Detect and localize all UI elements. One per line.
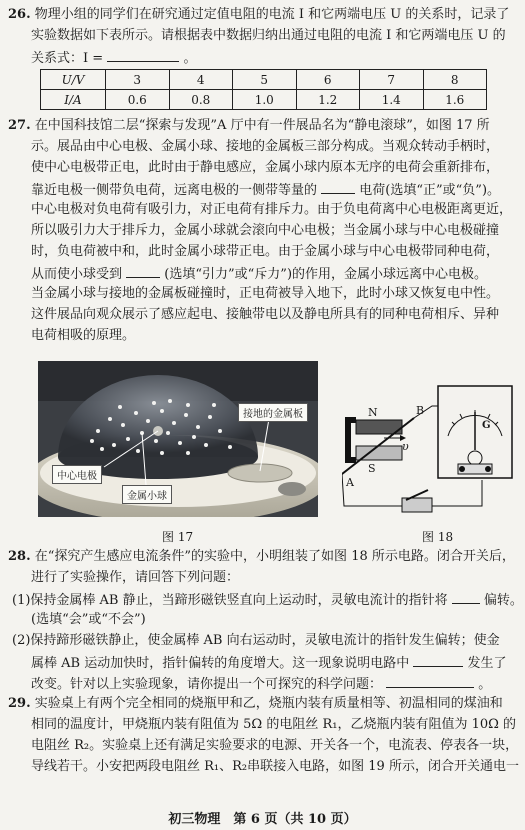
label-pole-n: N	[368, 406, 378, 419]
table-cell: 5	[233, 70, 297, 90]
q27-text-11: 电荷相吸的原理。	[31, 328, 136, 343]
q29-text-4: 导线若干。小安把两段电阻丝 R₁、R₂串联接入电路，如图 19 所示，闭合开关通电一	[31, 759, 519, 774]
table-cell: 4	[169, 70, 233, 90]
label-rod-end-a: A	[346, 476, 354, 489]
q27-text-4-end: 电荷(选填“正”或“负”)。	[359, 183, 501, 198]
q28-part1-line-1	[12, 591, 523, 609]
q28-part1-text: (1)保持金属棒 AB 静止，当蹄形磁铁竖直向上运动时，灵敏电流计的指针将	[12, 593, 448, 608]
q28-part2-line-2	[31, 654, 507, 672]
q27-line-1	[8, 118, 490, 134]
q26-text-3-end: 。	[183, 51, 197, 66]
q28-text-1: 在“探究产生感应电流条件”的实验中，小明组装了如图 18 所示电路。闭合开关后，	[34, 549, 515, 564]
q26-text-2: 实验数据如下表所示。请根据表中数据归纳出通过电阻的电流 I 和它两端电压 U 的	[31, 28, 506, 43]
table-cell: 1.0	[233, 90, 297, 110]
table-cell: 1.2	[296, 90, 360, 110]
q26-answer-blank[interactable]	[107, 49, 179, 62]
q27-line-8	[31, 265, 487, 283]
q26-text-3: 关系式：I =	[31, 51, 104, 66]
q27-text-8-end: (选填“引力”或“斥力”)的作用，金属小球远离中心电极。	[164, 267, 488, 282]
q29-text-3: 电阻丝 R₂。实验桌上还有满足实验要求的电源、开关各一个，电流表、停表各一块，	[31, 738, 519, 753]
q29-text-2: 相同的温度计，甲烧瓶内装有阻值为 5Ω 的电阻丝 R₁，乙烧瓶内装有阻值为 10Ω 的	[31, 717, 517, 732]
figure-18-diagram	[342, 376, 518, 514]
q27-number: 27.	[8, 118, 31, 133]
table-row	[41, 70, 487, 90]
q26-number: 26.	[8, 7, 31, 22]
q28-number: 28.	[8, 549, 31, 564]
figure-18-caption: 图 18	[422, 530, 454, 544]
q29-line-1	[8, 696, 503, 712]
label-grounded-plate: 接地的金属板	[238, 403, 308, 422]
q26-text-1: 物理小组的同学们在研究通过定值电阻的电流 I 和它两端电压 U 的关系时，记录了	[34, 7, 510, 22]
q27-line-4	[31, 181, 500, 199]
q28-changed-quantity-blank[interactable]	[413, 654, 463, 667]
table-cell: 0.8	[169, 90, 233, 110]
q26-data-table	[40, 69, 487, 110]
q28-part1-text-end: 偏转。	[483, 593, 523, 608]
q29-text-1: 实验桌上有两个完全相同的烧瓶甲和乙，烧瓶内装有质量相等、初温相同的煤油和	[34, 696, 503, 711]
induction-circuit-diagram	[342, 376, 518, 514]
q27-text-10: 这件展品向观众展示了感应起电、接触带电以及静电所具有的同种电荷相斥、异种	[31, 307, 500, 322]
q27-text-6: 所以吸引力大于排斥力，金属小球就会滚向中心电极；当金属小球与中心电极碰撞	[31, 223, 500, 238]
q28-part2-text-2: 属棒 AB 运动加快时，指针偏转的角度增大。这一现象说明电路中	[31, 656, 410, 671]
q27-text-1: 在中国科技馆二层“探索与发现”A 厅中有一件展品名为“静电滚球”，如图 17 所	[34, 118, 490, 133]
q28-part2-line-3	[31, 675, 491, 693]
table-row	[41, 90, 487, 110]
q28-line-1	[8, 549, 515, 565]
q27-text-2: 示。展品由中心电极、金属小球、接地的金属板三部分构成。当观众转动手柄时，	[31, 139, 500, 154]
table-cell: 1.4	[360, 90, 424, 110]
q28-part2-text-2-end: 发生了	[467, 656, 507, 671]
label-metal-ball: 金属小球	[122, 485, 172, 504]
q28-text-2: 进行了实验操作，请回答下列问题：	[31, 570, 240, 585]
q27-text-9: 当金属小球与接地的金属板碰撞时，正电荷被导入地下，此时小球又恢复电中性。	[31, 286, 500, 301]
label-galvanometer: G	[482, 420, 491, 431]
label-rod-end-b: B	[416, 404, 425, 417]
q27-force-blank[interactable]	[126, 265, 160, 278]
label-pole-s: S	[368, 462, 376, 475]
q26-line-1	[8, 7, 509, 23]
q27-text-8: 从而使小球受到	[31, 267, 123, 282]
q27-text-5: 中心电极对负电荷有吸引力，对正电荷有排斥力。由于负电荷离中心电极距离更近，	[31, 202, 513, 217]
table-header-voltage: U/V	[41, 70, 106, 90]
table-cell: 6	[296, 70, 360, 90]
q27-text-3: 使中心电极带正电，此时由于静电感应，金属小球内原本无序的电荷会重新排布，	[31, 160, 500, 175]
q29-number: 29.	[8, 696, 31, 711]
label-center-electrode: 中心电极	[52, 465, 102, 484]
table-cell: 1.6	[423, 90, 487, 110]
q28-part2-text-1: (2)保持蹄形磁铁静止，使金属棒 AB 向右运动时，灵敏电流计的指针发生偏转；使金	[12, 633, 500, 648]
table-cell: 0.6	[106, 90, 170, 110]
q28-part1-hint: (选填“会”或“不会”)	[31, 612, 146, 627]
q27-text-4: 靠近电极一侧带负电荷，远离电极的一侧带等量的	[31, 183, 318, 198]
table-cell: 7	[360, 70, 424, 90]
page-footer: 初三物理 第 6 页（共 10 页）	[168, 812, 357, 827]
figure-17-photo	[38, 361, 318, 517]
table-cell: 8	[423, 70, 487, 90]
q28-question-blank[interactable]	[386, 675, 474, 688]
q26-line-3	[31, 49, 196, 67]
figure-17-caption: 图 17	[162, 530, 194, 544]
q28-part2-text-3: 改变。针对以上实验现象，请你提出一个可探究的科学问题：	[31, 677, 383, 692]
table-cell: 3	[106, 70, 170, 90]
label-velocity: υ	[402, 440, 409, 453]
q28-part2-text-3-end: 。	[478, 677, 492, 692]
q28-deflect-blank[interactable]	[452, 591, 480, 604]
static-ball-exhibit-image	[38, 361, 318, 517]
table-header-current: I/A	[41, 90, 106, 110]
q27-text-7: 时，负电荷被中和，此时金属小球带正电。由于金属小球与中心电极带同种电荷，	[31, 244, 500, 259]
q27-charge-blank[interactable]	[321, 181, 355, 194]
